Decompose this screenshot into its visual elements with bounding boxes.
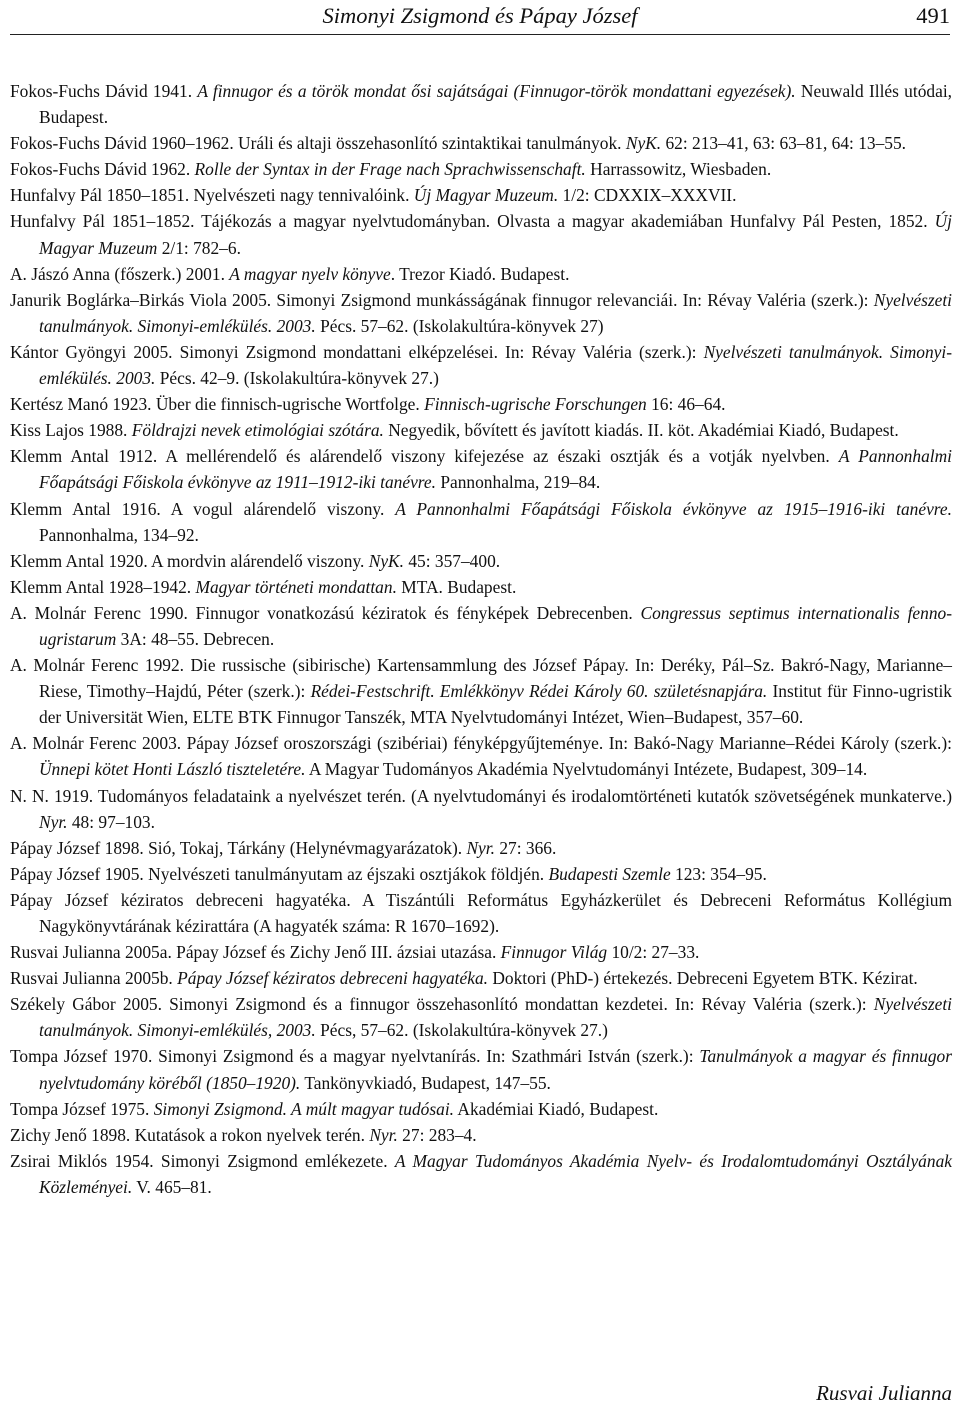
reference-text: Klemm Antal 1912. A mellérendelő és alárendelő viszony kifejezése az északi osztják és a votják nyelvben. bbox=[10, 446, 839, 467]
reference-text: Pécs, 57–62. (Iskolakultúra-könyvek 27.) bbox=[315, 1020, 608, 1041]
reference-text: A Magyar Tudományos Akadémia Nyelvtudományi Intézete, Budapest, 309–14. bbox=[305, 759, 868, 780]
reference-title-italic: Magyar történeti mondattan. bbox=[195, 576, 397, 597]
reference-title-italic: Nyr. bbox=[39, 811, 68, 832]
reference-text: Fokos-Fuchs Dávid 1960–1962. Uráli és altaji összehasonlító szintaktikai tanulmányok. bbox=[10, 133, 626, 154]
reference-text: A. Molnár Ferenc 2003. Pápay József oroszországi (szibériai) fényképgyűjteménye. In: Bakó-Nagy Marianne–Rédei Károly (szerk.): bbox=[10, 733, 952, 754]
reference-title-italic: Tanulmányok a magyar és finnugor nyelvtudomány köréből (1850–1920). bbox=[39, 1046, 952, 1093]
reference-text: Janurik Boglárka–Birkás Viola 2005. Simonyi Zsigmond munkásságának finnugor relevanciái. In: Révay Valéria (szerk.): bbox=[10, 289, 874, 310]
reference-entry bbox=[10, 730, 952, 782]
reference-text: Pannonhalma, 219–84. bbox=[435, 472, 601, 493]
reference-text: 2/1: 782–6. bbox=[157, 237, 241, 258]
reference-entry bbox=[10, 1148, 952, 1200]
reference-text: Neuwald Illés utódai, Budapest. bbox=[39, 81, 953, 128]
reference-entry bbox=[10, 417, 952, 443]
reference-text: 123: 354–95. bbox=[670, 863, 767, 884]
reference-title-italic: Congressus septimus internationalis fenno-ugristarum bbox=[39, 602, 953, 649]
reference-text: Fokos-Fuchs Dávid 1941. bbox=[10, 81, 198, 101]
author-signature: Rusvai Julianna bbox=[816, 1381, 952, 1405]
reference-title-italic: Nyelvészeti tanulmányok. Simonyi-emlékülés. 2003. bbox=[39, 341, 952, 389]
reference-title-italic: Nyelvészeti tanulmányok. Simonyi-emlékülés. 2003. bbox=[39, 289, 952, 336]
reference-text: 3A: 48–55. Debrecen. bbox=[116, 628, 275, 649]
reference-text: Pécs. 57–62. (Iskolakultúra-könyvek 27) bbox=[315, 315, 604, 336]
reference-title-italic: Finnisch-ugrische Forschungen bbox=[424, 394, 647, 415]
reference-title-italic: Rolle der Syntax in der Frage nach Sprachwissenschaft. bbox=[194, 159, 586, 180]
reference-title-italic: Nyr. bbox=[369, 1124, 398, 1145]
reference-text: Pécs. 42–9. (Iskolakultúra-könyvek 27.) bbox=[155, 368, 439, 389]
reference-text: Klemm Antal 1928–1942. bbox=[10, 576, 196, 597]
reference-title-italic: A Pannonhalmi Főapátsági Főiskola évkönyve az 1911–1912-iki tanévre. bbox=[39, 446, 952, 493]
reference-text: Zichy Jenő 1898. Kutatások a rokon nyelvek terén. bbox=[10, 1124, 370, 1145]
reference-entry bbox=[10, 391, 952, 417]
reference-title-italic: A Pannonhalmi Főapátsági Főiskola évkönyve az 1915–1916-iki tanévre. bbox=[395, 498, 952, 519]
reference-title-italic: Új Magyar Muzeum bbox=[39, 211, 952, 258]
reference-entry bbox=[10, 652, 952, 730]
reference-entry bbox=[10, 1122, 952, 1148]
reference-text: 16: 46–64. bbox=[646, 394, 726, 415]
reference-entry bbox=[10, 182, 952, 208]
reference-text: Kiss Lajos 1988. bbox=[10, 420, 132, 441]
reference-list bbox=[10, 78, 952, 1200]
reference-text: Akadémiai Kiadó, Budapest. bbox=[454, 1098, 659, 1119]
reference-text: . Trezor Kiadó. Budapest. bbox=[390, 263, 570, 284]
reference-text: Pápay József 1898. Sió, Tokaj, Tárkány (Helynévmagyarázatok). bbox=[10, 837, 467, 858]
reference-text: Tompa József 1970. Simonyi Zsigmond és a magyar nyelvtanírás. In: Szathmári István (szerk.): bbox=[10, 1046, 700, 1067]
reference-text: V. 465–81. bbox=[132, 1176, 212, 1197]
reference-entry bbox=[10, 78, 952, 130]
reference-text: A. Molnár Ferenc 1992. Die russische (sibirische) Kartensammlung des József Pápay. In: Deréky, Pál–Sz. Bakró-Nagy, Marianne–Riese, Timothy–Hajdú, Péter (szerk.): bbox=[10, 655, 952, 702]
reference-text: Klemm Antal 1916. A vogul alárendelő viszony. bbox=[10, 498, 396, 519]
reference-entry bbox=[10, 965, 952, 991]
reference-text: 10/2: 27–33. bbox=[607, 942, 700, 963]
reference-title-italic: Új Magyar Muzeum. bbox=[413, 185, 559, 206]
reference-title-italic: Pápay József kéziratos debreceni hagyatéka. bbox=[177, 968, 488, 989]
reference-entry bbox=[10, 600, 952, 652]
reference-title-italic: A Magyar Tudományos Akadémia Nyelv- és Irodalomtudományi Osztályának Közleményei. bbox=[39, 1150, 952, 1197]
reference-text: Rusvai Julianna 2005b. bbox=[10, 968, 178, 989]
reference-title-italic: Földrajzi nevek etimológiai szótára. bbox=[131, 420, 384, 441]
reference-text: Klemm Antal 1920. A mordvin alárendelő viszony. bbox=[10, 550, 369, 571]
reference-entry bbox=[10, 261, 952, 287]
reference-title-italic: Budapesti Szemle bbox=[548, 863, 671, 884]
running-title: Simonyi Zsigmond és Pápay József bbox=[322, 3, 638, 28]
reference-entry bbox=[10, 783, 952, 835]
reference-text: 27: 283–4. bbox=[397, 1124, 477, 1145]
reference-text: Doktori (PhD-) értekezés. Debreceni Egyetem BTK. Kézirat. bbox=[487, 968, 918, 989]
reference-entry bbox=[10, 1043, 952, 1095]
reference-text: Rusvai Julianna 2005a. Pápay József és Zichy Jenő III. ázsiai utazása. bbox=[10, 942, 501, 963]
reference-entry bbox=[10, 287, 952, 339]
reference-entry bbox=[10, 1096, 952, 1122]
reference-text: N. N. 1919. Tudományos feladataink a nyelvészet terén. (A nyelvtudományi és irodalomtörténeti kutatók szövetségének munkaterve.) bbox=[10, 785, 952, 806]
reference-title-italic: Simonyi Zsigmond. A múlt magyar tudósai. bbox=[153, 1098, 455, 1119]
page-number: 491 bbox=[916, 3, 950, 28]
reference-text: Kántor Gyöngyi 2005. Simonyi Zsigmond mondattani elképzelései. In: Révay Valéria (szerk.): bbox=[10, 341, 704, 362]
reference-text: Hunfalvy Pál 1851–1852. Tájékozás a magyar nyelvtudományban. Olvasta a magyar akademiában Hunfalvy Pál Pesten, 1852. bbox=[10, 211, 935, 232]
reference-entry bbox=[10, 339, 952, 391]
reference-text: 27: 366. bbox=[494, 837, 557, 858]
reference-entry bbox=[10, 496, 952, 548]
reference-title-italic: Ünnepi kötet Honti László tiszteletére. bbox=[39, 759, 306, 780]
reference-title-italic: Rédei-Festschrift. Emlékkönyv Rédei Károly 60. születésnapjára. bbox=[310, 681, 768, 702]
reference-text: Székely Gábor 2005. Simonyi Zsigmond és a finnugor összehasonlító mondattan kezdetei. In: Révay Valéria (szerk.): bbox=[10, 994, 874, 1015]
reference-text: Pápay József kéziratos debreceni hagyatéka. A Tiszántúli Református Egyházkerület és Debreceni Református Kollégium Nagykönyvtárának kézirattára (A hagyaték száma: R 1670–1692). bbox=[10, 889, 952, 936]
reference-title-italic: A finnugor és a török mondat ősi sajátságai (Finnugor-török mondattani egyezések). bbox=[197, 81, 796, 101]
reference-title-italic: Nyelvészeti tanulmányok. Simonyi-emlékülés, 2003. bbox=[39, 994, 952, 1041]
reference-text: MTA. Budapest. bbox=[396, 576, 517, 597]
reference-entry bbox=[10, 991, 952, 1043]
reference-entry bbox=[10, 835, 952, 861]
reference-entry bbox=[10, 208, 952, 260]
reference-text: 45: 357–400. bbox=[403, 550, 501, 571]
reference-title-italic: Nyr. bbox=[466, 837, 495, 858]
reference-entry bbox=[10, 156, 952, 182]
reference-text: 48: 97–103. bbox=[67, 811, 155, 832]
reference-text: A. Jászó Anna (főszerk.) 2001. bbox=[10, 263, 230, 284]
reference-text: Kertész Manó 1923. Über die finnisch-ugrische Wortfolge. bbox=[10, 394, 425, 415]
reference-text: Pannonhalma, 134–92. bbox=[39, 524, 199, 545]
reference-text: 1/2: CDXXIX–XXXVII. bbox=[558, 185, 737, 206]
reference-text: Pápay József 1905. Nyelvészeti tanulmányutam az éjszaki osztjákok földjén. bbox=[10, 863, 549, 884]
reference-title-italic: Finnugor Világ bbox=[500, 942, 608, 963]
reference-entry bbox=[10, 548, 952, 574]
reference-text: Tompa József 1975. bbox=[10, 1098, 154, 1119]
reference-entry bbox=[10, 887, 952, 939]
reference-text: Zsirai Miklós 1954. Simonyi Zsigmond emlékezete. bbox=[10, 1150, 395, 1171]
reference-entry bbox=[10, 130, 952, 156]
reference-text: Hunfalvy Pál 1850–1851. Nyelvészeti nagy tennivalóink. bbox=[10, 185, 414, 206]
reference-entry bbox=[10, 861, 952, 887]
reference-text: Tankönyvkiadó, Budapest, 147–55. bbox=[300, 1072, 551, 1093]
reference-title-italic: NyK. bbox=[368, 550, 404, 571]
reference-text: A. Molnár Ferenc 1990. Finnugor vonatkozású kéziratok és fényképek Debrecenben. bbox=[10, 602, 641, 623]
reference-text: 62: 213–41, 63: 63–81, 64: 13–55. bbox=[661, 133, 907, 154]
reference-text: Negyedik, bővített és javított kiadás. II. köt. Akadémiai Kiadó, Budapest. bbox=[383, 420, 899, 441]
reference-text: Institut für Finno-ugristik der Universität Wien, ELTE BTK Finnugor Tanszék, MTA Nyelvtudományi Intézet, Wien–Budapest, 357–60. bbox=[39, 681, 952, 728]
reference-title-italic: NyK. bbox=[625, 133, 662, 154]
reference-entry bbox=[10, 939, 952, 965]
reference-text: Harrassowitz, Wiesbaden. bbox=[585, 159, 772, 180]
reference-text: Fokos-Fuchs Dávid 1962. bbox=[10, 159, 195, 180]
reference-title-italic: A magyar nyelv könyve bbox=[229, 263, 391, 284]
running-header bbox=[10, 0, 950, 35]
reference-entry bbox=[10, 574, 952, 600]
reference-entry bbox=[10, 443, 952, 495]
